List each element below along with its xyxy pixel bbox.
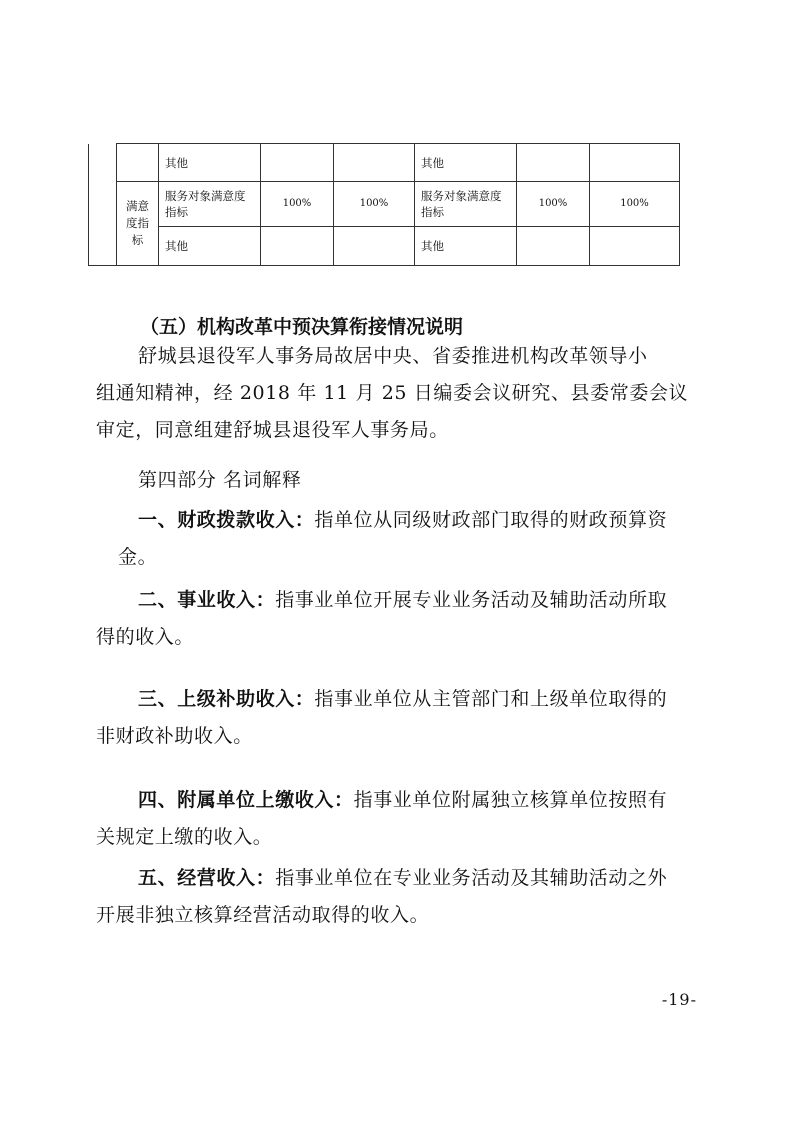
table-cell [334, 144, 415, 182]
definition-line: 金。 [118, 546, 158, 568]
paragraph-line: 组通知精神，经 2018 年 11 月 25 日编委会议研究、县委常委会议 [96, 382, 689, 404]
definition-text: 指事业单位从主管部门和上级单位取得的 [314, 688, 668, 710]
indicator-label-line: 服务对象满意度 [165, 189, 246, 203]
table-cell: 100% [590, 182, 680, 227]
section-paragraph [96, 338, 706, 449]
definition-item [96, 782, 706, 856]
paragraph-line: 审定，同意组建舒城县退役军人事务局。 [96, 419, 449, 441]
table-cell: 其他 [415, 144, 517, 182]
table-cell [261, 144, 334, 182]
definition-first-line [96, 860, 706, 897]
table-cell: 其他 [415, 227, 517, 266]
table-cell [517, 144, 590, 182]
part-title-text: 第四部分 名词解释 [138, 469, 302, 491]
definition-term: 三、上级补助收入： [138, 688, 315, 710]
section-heading: （五）机构改革中预决算衔接情况说明 [140, 316, 464, 338]
table-cell: 其他 [159, 227, 261, 266]
table-row [89, 182, 680, 227]
table-cell [334, 227, 415, 266]
definition-term: 一、财政拨款收入： [138, 509, 315, 531]
definition-term: 四、附属单位上缴收入： [138, 789, 354, 811]
table-cell [590, 144, 680, 182]
table-cell [517, 227, 590, 266]
definition-text: 指事业单位开展专业业务活动及辅助活动所取 [275, 589, 668, 611]
definition-text: 指事业单位在专业业务活动及其辅助活动之外 [275, 867, 668, 889]
table-cell [89, 144, 117, 266]
definition-first-line [96, 782, 706, 819]
definition-line: 关规定上缴的收入。 [96, 826, 273, 848]
indicator-label-line: 服务对象满意度 [421, 189, 502, 203]
category-cell-satisfaction [117, 182, 159, 266]
table-cell [117, 144, 159, 182]
table-cell: 其他 [159, 144, 261, 182]
table-cell [590, 227, 680, 266]
definition-item [96, 582, 706, 656]
part-title [138, 462, 748, 499]
category-line: 标 [131, 233, 144, 247]
performance-indicator-table [88, 143, 680, 266]
definition-term: 二、事业收入： [138, 589, 276, 611]
table-cell: 100% [261, 182, 334, 227]
definition-item [96, 860, 706, 934]
definition-first-line [96, 681, 706, 718]
paragraph-line: 舒城县退役军人事务局故居中央、省委推进机构改革领导小 [138, 345, 648, 367]
definition-first-line [96, 582, 706, 619]
definition-line: 非财政补助收入。 [96, 725, 253, 747]
category-line: 满意 [126, 199, 149, 213]
table-cell: 100% [517, 182, 590, 227]
definition-item [96, 681, 706, 755]
table-row [89, 144, 680, 182]
category-line: 度指 [126, 216, 149, 230]
definition-line: 开展非独立核算经营活动取得的收入。 [96, 904, 430, 926]
indicator-label-line: 指标 [421, 205, 444, 219]
definition-first-line [96, 502, 706, 539]
definition-term: 五、经营收入： [138, 867, 276, 889]
table-row [89, 227, 680, 266]
table-cell [415, 182, 517, 227]
definition-line: 得的收入。 [96, 626, 195, 648]
definition-text: 指单位从同级财政部门取得的财政预算资 [314, 509, 668, 531]
definition-item [96, 502, 706, 576]
definition-text: 指事业单位附属独立核算单位按照有 [353, 789, 668, 811]
table-cell [261, 227, 334, 266]
page-number: -19- [661, 990, 697, 1009]
table-cell [159, 182, 261, 227]
table-cell: 100% [334, 182, 415, 227]
indicator-label-line: 指标 [165, 205, 188, 219]
